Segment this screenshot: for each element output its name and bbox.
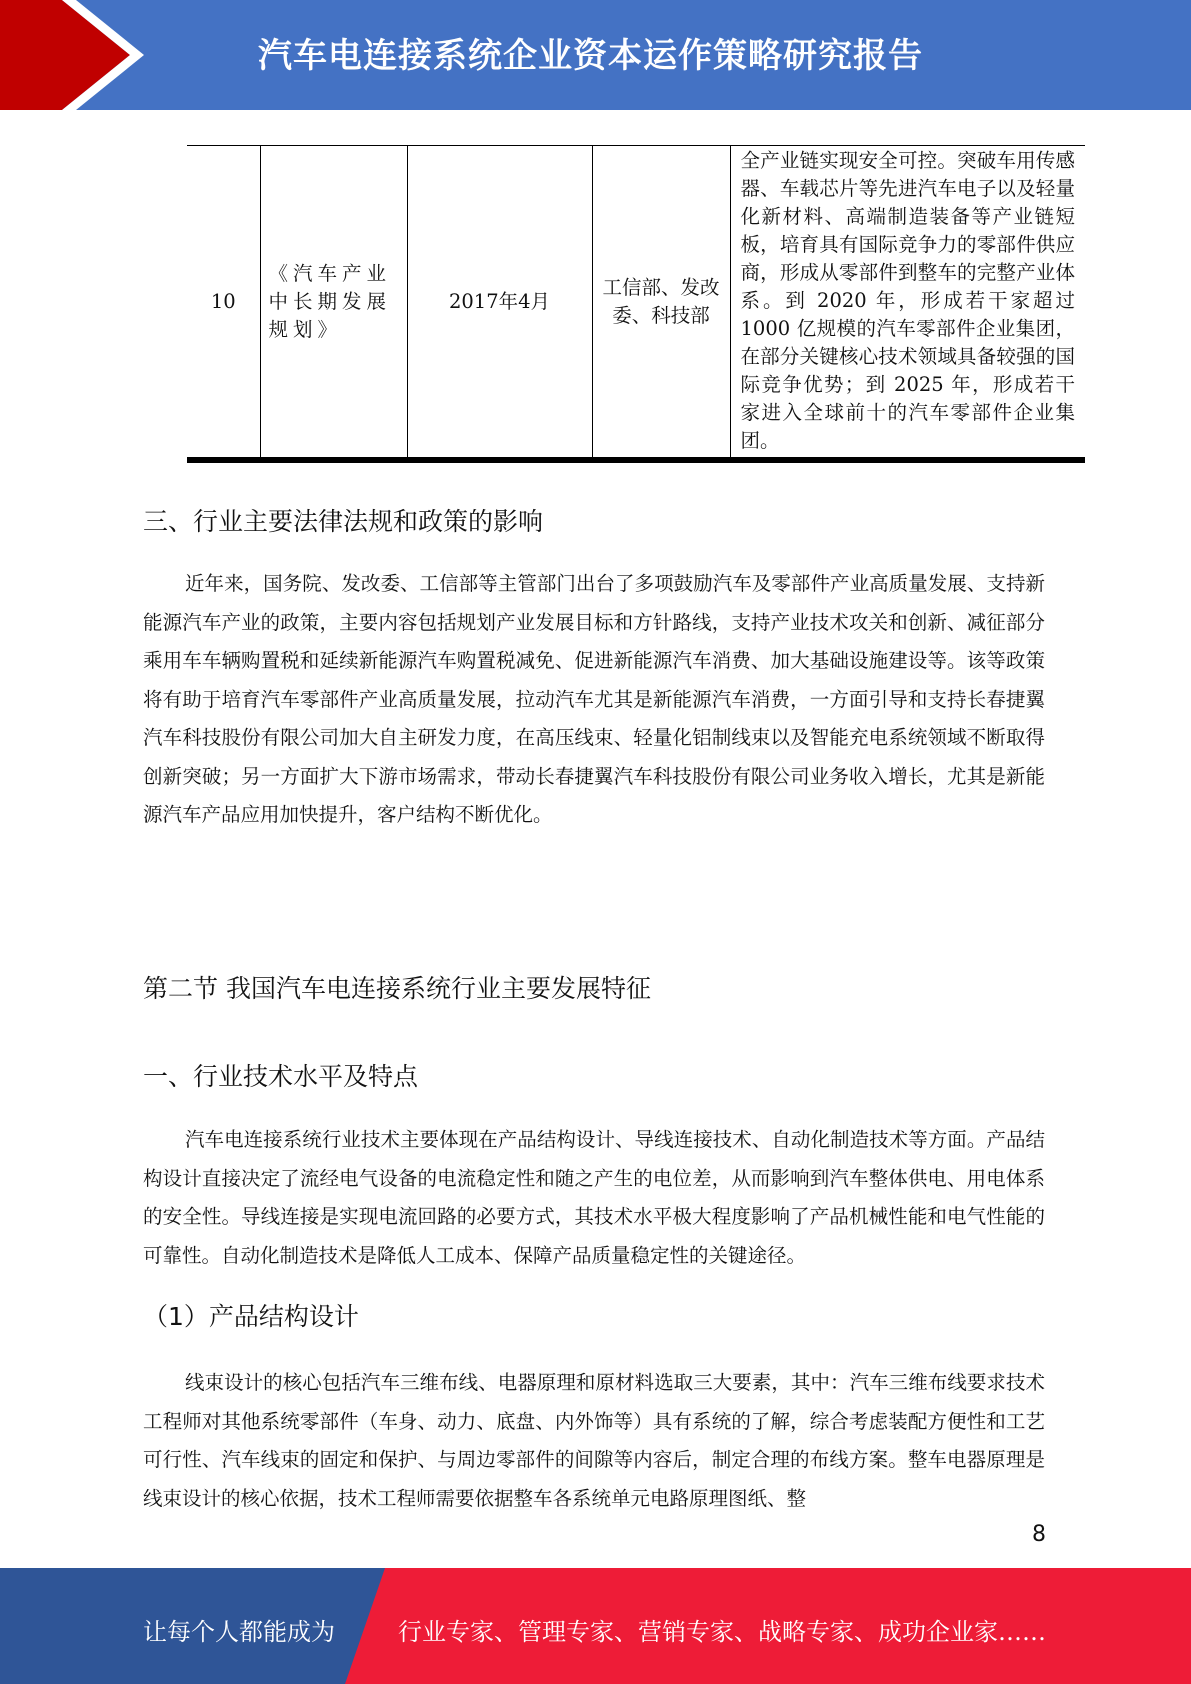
section-heading: 一、行业技术水平及特点 [143, 1062, 419, 1091]
page-number: 8 [1032, 1522, 1046, 1547]
page-footer [0, 1568, 1191, 1684]
footer-slogan-left: 让每个人都能成为 [143, 1618, 335, 1646]
section-paragraph: 近年来，国务院、发改委、工信部等主管部门出台了多项鼓励汽车及零部件产业高质量发展、支持新能源汽车产业的政策，主要内容包括规划产业发展目标和方针路线，支持产业技术攻关和创新、减征部分乘用车车辆购置税和延续新能源汽车购置税减免、促进新能源汽车消费、加大基础设施建设等。该等政策将有助于培育汽车零部件产业高质量发展，拉动汽车尤其是新能源汽车消费，一方面引导和支持长春捷翼汽车科技股份有限公司加大自主研发力度，在高压线束、轻量化铝制线束以及智能充电系统领域不断取得创新突破；另一方面扩大下游市场需求，带动长春捷翼汽车科技股份有限公司业务收入增长，尤其是新能源汽车产品应用加快提升，客户结构不断优化。 [143, 572, 1045, 826]
subsection-heading: （1）产品结构设计 [143, 1302, 359, 1331]
header-chevron-decoration [0, 0, 160, 110]
section-heading: 三、行业主要法律法规和政策的影响 [143, 507, 544, 536]
page-header [0, 0, 1191, 110]
row-number: 10 [187, 146, 260, 461]
table-row [187, 146, 1085, 461]
policy-content: 全产业链实现安全可控。突破车用传感器、车载芯片等先进汽车电子以及轻量化新材料、高端制造装备等产业链短板，培育具有国际竞争力的零部件供应商，形成从零部件到整车的完整产业体系。到 2020 年，形成若干家超过 1000 亿规模的汽车零部件企业集团，在部分关键核心技术领域具备较强的国际竞争优势；到 2025 年，形成若干家进入全球前十的汽车零部件企业集团。 [730, 146, 1085, 461]
policy-table [187, 145, 1085, 463]
chapter-heading: 第二节 我国汽车电连接系统行业主要发展特征 [143, 974, 651, 1003]
policy-name: 《汽车产业中长期发展规划》 [260, 146, 407, 461]
footer-slogan-right: 行业专家、管理专家、营销专家、战略专家、成功企业家…… [398, 1618, 1046, 1646]
report-title: 汽车电连接系统企业资本运作策略研究报告 [258, 36, 923, 76]
section-paragraph: 汽车电连接系统行业技术主要体现在产品结构设计、导线连接技术、自动化制造技术等方面。产品结构设计直接决定了流经电气设备的电流稳定性和随之产生的电位差，从而影响到汽车整体供电、用电体系的安全性。导线连接是实现电流回路的必要方式，其技术水平极大程度影响了产品机械性能和电气性能的可靠性。自动化制造技术是降低人工成本、保障产品质量稳定性的关键途径。 [143, 1128, 1045, 1267]
policy-date: 2017年4月 [407, 146, 592, 461]
subsection-paragraph: 线束设计的核心包括汽车三维布线、电器原理和原材料选取三大要素，其中：汽车三维布线要求技术工程师对其他系统零部件（车身、动力、底盘、内外饰等）具有系统的了解，综合考虑装配方便性和工艺可行性、汽车线束的固定和保护、与周边零部件的间隙等内容后，制定合理的布线方案。整车电器原理是线束设计的核心依据，技术工程师需要依据整车各系统单元电路原理图纸、整 [143, 1371, 1045, 1510]
policy-department: 工信部、发改委、科技部 [592, 146, 730, 461]
